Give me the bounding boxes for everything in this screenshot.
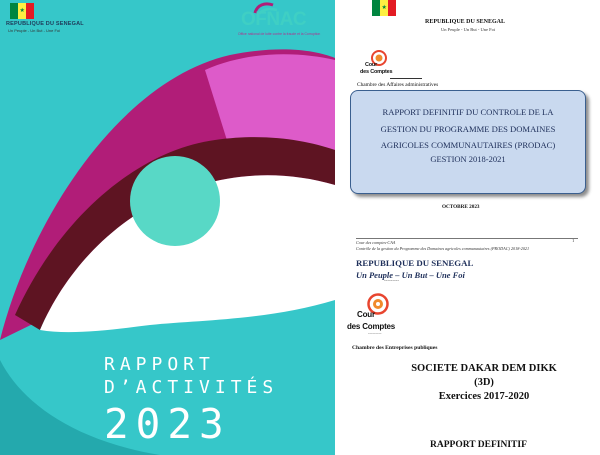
report1-title-line: RAPPORT DEFINITIF DU CONTROLE DE LA [382,107,554,117]
ofnac-logo-subtitle: Office national de lutte contre la fraude et la Corruption [238,32,321,36]
report1-institution-line2: des Comptes [360,69,393,75]
report2-logo-separator: --------- [368,331,382,336]
report1-chamber: Chambre des Affaires administratives [357,82,439,88]
senegal-flag-icon: ★ [10,3,34,19]
report2-motto: Un Peuple – Un But – Une Foi [356,270,465,280]
report1-footer-rule [356,238,578,239]
cover-title-line1: RAPPORT [104,354,215,375]
cover-country-name: REPUBLIQUE DU SENEGAL [6,21,84,27]
report1-institution-line1: Cour [365,62,378,68]
report1-title-line: GESTION DU PROGRAMME DES DOMAINES [380,123,556,134]
cover-motto: Un Peuple - Un But - Une Foi [8,28,61,33]
report2-institution-line2: des Comptes [347,322,396,331]
report2-separator: --------- [384,279,399,284]
report2-chamber: Chambre des Entreprises publiques [352,345,438,351]
report2-exercises: Exercices 2017-2020 [438,391,530,402]
report2-report-type: RAPPORT DEFINITIF [430,440,527,450]
report2-institution-line1: Cour [357,310,375,319]
report1-country-name: REPUBLIQUE DU SENEGAL [425,19,506,25]
report1-logo-rule [390,78,422,79]
report1-title [352,104,584,154]
report1-page-number: 1 [572,238,575,243]
cover-year: 2023 [104,400,231,448]
report1-footer-line2: Contrôle de la gestion du Programme des Domaines agricoles communautaires (PRODAC) 2018-2021 [356,246,530,251]
ofnac-logo-text: OFNAC [241,9,307,30]
cover-title-line2: D’ACTIVITÉS [104,377,279,398]
report1-title-line: AGRICOLES COMMUNAUTAIRES (PRODAC) [380,140,556,150]
report1-period: GESTION 2018-2021 [430,154,506,164]
senegal-flag-icon: ★ [372,0,396,16]
report1-date: OCTOBRE 2023 [442,204,480,210]
eye-iris [130,156,220,246]
report2-entity: SOCIETE DAKAR DEM DIKK [411,363,557,374]
report1-footer-line1: Cour des comptes-CAA [356,240,396,245]
report2-entity-abbr: (3D) [474,377,494,388]
page-divider [335,0,343,455]
report2-country-name: REPUBLIQUE DU SENEGAL [356,258,474,268]
report1-motto: Un Peuple - Un But - Une Foi [441,27,496,32]
